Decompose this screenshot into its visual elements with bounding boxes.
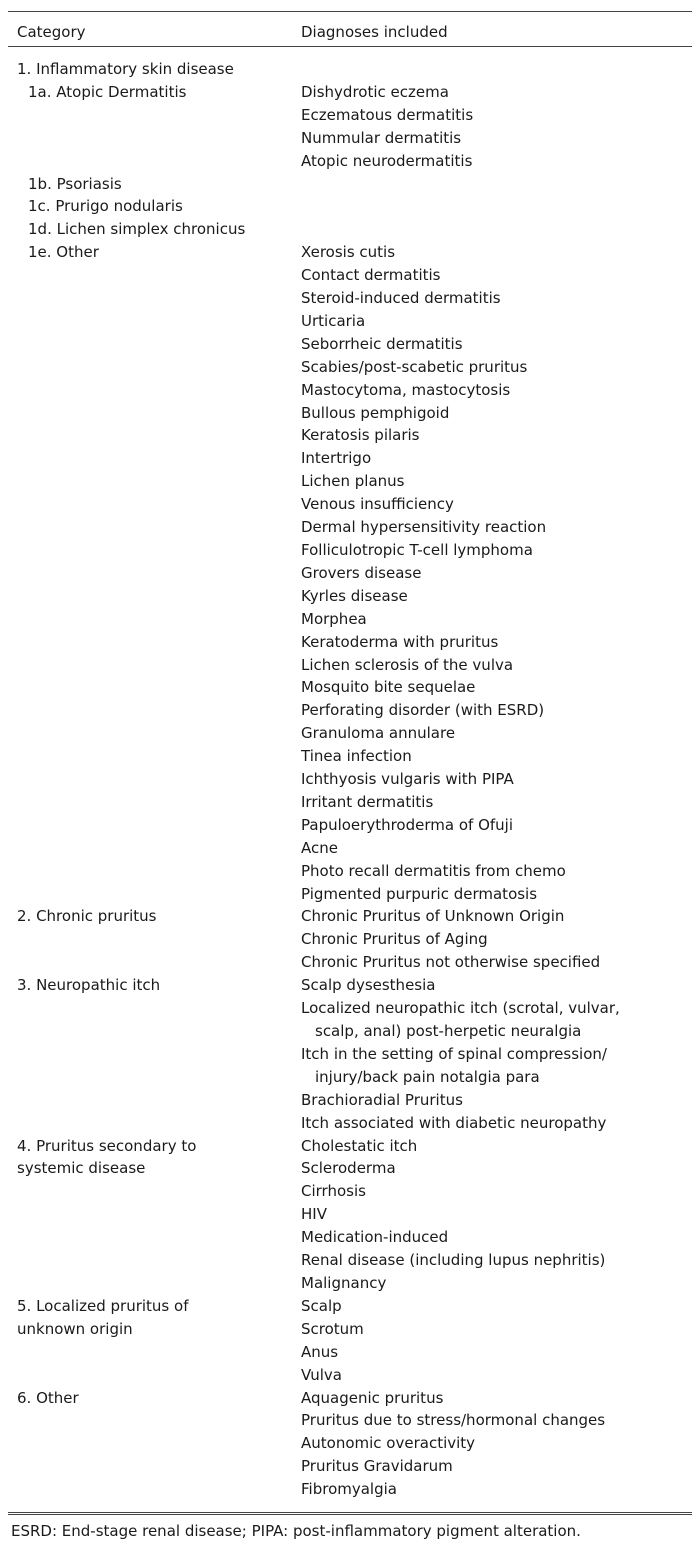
diagnosis-item: Pigmented purpuric dermatosis [301,884,538,903]
category-label: 5. Localized pruritus of [17,1296,189,1315]
table-row [0,173,700,196]
category-cell [0,974,301,1134]
category-label: 2. Chronic pruritus [17,907,157,926]
diagnosis-item: Lichen sclerosis of the vulva [301,655,514,674]
diagnosis-item: scalp, anal) post-herpetic neuralgia [315,1022,582,1040]
diagnosis-item: Granuloma annulare [301,724,456,743]
category-cell [0,58,301,81]
diagnosis-item: Atopic neurodermatitis [301,151,473,170]
diagnosis-item: Anus [301,1342,339,1361]
diagnosis-item: Acne [301,838,338,857]
category-label: systemic disease [17,1159,146,1178]
table-row [0,1295,700,1387]
diagnoses-cell [301,195,700,218]
category-label: 6. Other [17,1388,79,1407]
category-label: 1c. Prurigo nodularis [28,197,183,216]
diagnosis-item: Autonomic overactivity [301,1434,476,1453]
table-row [0,1387,700,1502]
diagnoses-cell [301,1387,700,1502]
diagnosis-item: Mastocytoma, mastocytosis [301,380,511,399]
diagnoses-cell [301,1295,700,1387]
header-diagnoses: Diagnoses included [301,23,448,41]
table-row [0,241,700,905]
table-row [0,1135,700,1295]
diagnosis-item: Papuloerythroderma of Ofuji [301,815,513,834]
diagnoses-cell [301,241,700,905]
table-row [0,195,700,218]
diagnosis-item: Medication-induced [301,1228,449,1247]
category-cell [0,905,301,974]
diagnoses-cell [301,218,700,241]
diagnoses-cell [301,58,700,81]
table-row [0,974,700,1134]
diagnosis-item: Ichthyosis vulgaris with PIPA [301,770,514,789]
diagnosis-item: Steroid-induced dermatitis [301,289,501,307]
table-row [0,905,700,974]
table-footnote: ESRD: End-stage renal disease; PIPA: post-inflammatory pigment alteration. [11,1522,581,1540]
diagnosis-item: Renal disease (including lupus nephritis) [301,1251,606,1270]
diagnosis-item: Fibromyalgia [301,1480,397,1499]
category-cell [0,195,301,218]
category-cell [0,218,301,241]
diagnosis-item: Chronic Pruritus not otherwise specified [301,953,601,972]
diagnosis-item: Urticaria [301,311,366,330]
diagnosis-item: Keratoderma with pruritus [301,632,499,651]
table-row [0,218,700,241]
category-cell [0,1387,301,1502]
diagnosis-item: Cirrhosis [301,1182,366,1201]
diagnosis-item: Chronic Pruritus of Aging [301,930,488,949]
diagnosis-item: Photo recall dermatitis from chemo [301,861,566,880]
category-cell [0,1135,301,1295]
category-label: unknown origin [17,1319,133,1338]
diagnosis-item: Aquagenic pruritus [301,1388,444,1407]
diagnosis-item: Venous insufficiency [301,495,454,514]
category-label: 4. Pruritus secondary to [17,1136,197,1155]
diagnosis-item: Cholestatic itch [301,1136,418,1155]
diagnoses-cell [301,173,700,196]
diagnosis-item: Keratosis pilaris [301,426,420,445]
category-label: 1a. Atopic Dermatitis [28,82,187,101]
table-body [0,58,700,1501]
diagnosis-item: Kyrles disease [301,586,408,605]
category-label: 1d. Lichen simplex chronicus [28,220,246,239]
diagnosis-item: Seborrheic dermatitis [301,334,463,353]
category-label: 1. Inflammatory skin disease [17,60,234,78]
diagnoses-cell [301,81,700,173]
header-rule [8,46,692,47]
diagnosis-item: Xerosis cutis [301,243,396,262]
diagnosis-item: Eczematous dermatitis [301,105,474,124]
diagnosis-item: Bullous pemphigoid [301,403,450,422]
diagnosis-item: Nummular dermatitis [301,128,462,147]
diagnosis-item: Itch associated with diabetic neuropathy [301,1113,607,1132]
diagnosis-item: Scalp dysesthesia [301,976,436,995]
category-cell [0,241,301,905]
category-label: 3. Neuropathic itch [17,976,161,995]
category-cell [0,81,301,173]
category-cell [0,173,301,196]
diagnosis-item: Morphea [301,609,367,628]
table-row [0,81,700,173]
diagnosis-item: Dishydrotic eczema [301,82,449,101]
diagnosis-item: Chronic Pruritus of Unknown Origin [301,907,565,926]
diagnosis-item: Scalp [301,1296,342,1315]
diagnosis-item: HIV [301,1205,327,1224]
diagnosis-item: Itch in the setting of spinal compression/ [301,1044,607,1063]
diagnoses-cell [301,1135,700,1295]
header-category: Category [17,23,86,41]
diagnosis-item: injury/back pain notalgia para [315,1067,540,1086]
diagnosis-item: Folliculotropic T-cell lymphoma [301,540,533,559]
diagnosis-item: Scabies/post-scabetic pruritus [301,357,528,376]
diagnosis-item: Mosquito bite sequelae [301,678,476,697]
diagnosis-item: Brachioradial Pruritus [301,1090,463,1109]
diagnosis-item: Tinea infection [301,747,412,766]
diagnosis-item: Intertrigo [301,449,372,468]
diagnosis-item: Perforating disorder (with ESRD) [301,701,545,720]
diagnoses-cell [301,974,700,1134]
table-row [0,58,700,81]
diagnosis-item: Dermal hypersensitivity reaction [301,518,547,537]
diagnosis-item: Grovers disease [301,563,422,582]
category-cell [0,1295,301,1387]
diagnosis-item: Malignancy [301,1273,387,1292]
category-label: 1e. Other [28,243,99,262]
diagnosis-item: Pruritus Gravidarum [301,1457,453,1476]
category-label: 1b. Psoriasis [28,174,122,193]
diagnosis-item: Vulva [301,1365,342,1384]
diagnosis-item: Localized neuropathic itch (scrotal, vulvar, [301,999,620,1018]
diagnosis-item: Contact dermatitis [301,266,441,285]
diagnosis-item: Lichen planus [301,472,405,491]
diagnoses-cell [301,905,700,974]
diagnosis-item: Irritant dermatitis [301,792,434,811]
diagnosis-item: Scrotum [301,1319,364,1338]
diagnosis-item: Pruritus due to stress/hormonal changes [301,1411,606,1430]
diagnosis-item: Scleroderma [301,1159,396,1178]
table-bottom-rule [8,1512,692,1515]
table-top-rule [8,11,692,12]
